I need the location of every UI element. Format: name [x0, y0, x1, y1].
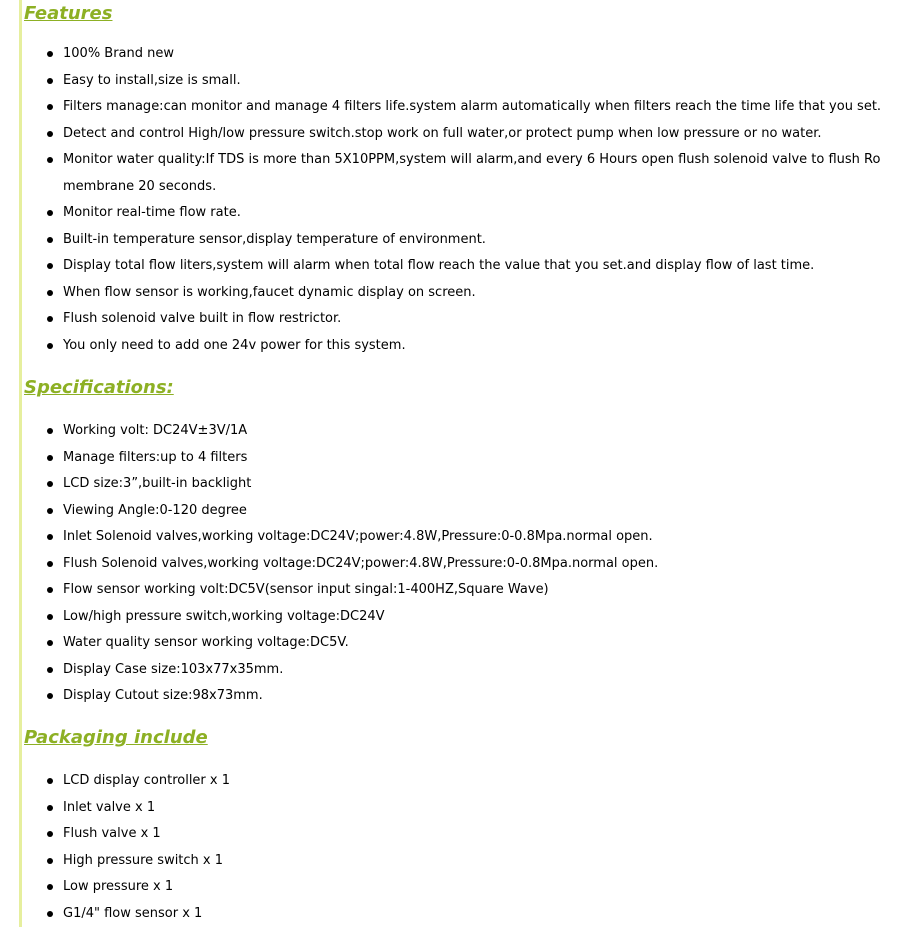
list-item [0, 41, 908, 68]
list-item-text: Filters manage:can monitor and manage 4 filters life.system alarm automatically when filters reach the time life that you set. [63, 99, 882, 114]
bullet-icon [47, 131, 53, 137]
list-item [0, 147, 908, 200]
list-item [0, 524, 908, 551]
list-item-text: Flush solenoid valve built in flow restrictor. [63, 311, 342, 326]
list-item [0, 200, 908, 227]
bullet-icon [47, 614, 53, 620]
list-item-text: Viewing Angle:0-120 degree [63, 502, 247, 518]
list-item [0, 333, 908, 360]
list-item-text: Inlet valve x 1 [63, 799, 156, 815]
list-item-text: When flow sensor is working,faucet dynamic display on screen. [63, 284, 476, 300]
list-item [0, 280, 908, 307]
list-item [0, 68, 908, 95]
list-item [0, 577, 908, 604]
list-item [0, 768, 908, 795]
bullet-icon [47, 157, 53, 163]
list-item [0, 498, 908, 525]
list-item-text: High pressure switch x 1 [63, 852, 224, 868]
list-item-text: Detect and control High/low pressure switch.stop work on full water,or protect pump when low pressure or no water. [63, 125, 822, 141]
bullet-icon [47, 290, 53, 296]
bullet-icon [47, 455, 53, 461]
bullet-icon [47, 534, 53, 540]
bullet-icon [47, 481, 53, 487]
list-item-text: Monitor water quality:If TDS is more than 5X10PPM,system will alarm,and every 6 Hours open flush solenoid valve to flush Ro membrane 20 seconds. [63, 152, 881, 194]
bullet-icon [47, 640, 53, 646]
list-item-text: Display Cutout size:98x73mm. [63, 688, 263, 703]
list-item-text: Easy to install,size is small. [63, 72, 241, 88]
list-item-text: Flush valve x 1 [63, 826, 161, 841]
list-item [0, 253, 908, 280]
list-item [0, 227, 908, 254]
list-item-text: Working volt: DC24V±3V/1A [63, 423, 248, 438]
list-item-text: Built-in temperature sensor,display temperature of environment. [63, 231, 486, 247]
bullet-icon [47, 210, 53, 216]
list-item [0, 683, 908, 710]
list-item-text: Display total flow liters,system will alarm when total flow reach the value that you set.and display flow of last time. [63, 258, 815, 273]
list-item [0, 821, 908, 848]
bullet-icon [47, 831, 53, 837]
list-item-text: Water quality sensor working voltage:DC5V. [63, 635, 349, 650]
list-item [0, 630, 908, 657]
bullet-icon [47, 508, 53, 514]
list-item [0, 901, 908, 927]
bullet-icon [47, 693, 53, 699]
list-item [0, 795, 908, 822]
bullet-icon [47, 51, 53, 57]
packaging-list [0, 768, 908, 927]
bullet-icon [47, 316, 53, 322]
list-item [0, 551, 908, 578]
list-item-text: You only need to add one 24v power for this system. [63, 337, 406, 353]
features-list [0, 41, 908, 359]
list-item-text: Flush Solenoid valves,working voltage:DC24V;power:4.8W,Pressure:0-0.8Mpa.normal open. [63, 555, 659, 571]
bullet-icon [47, 778, 53, 784]
bullet-icon [47, 911, 53, 917]
list-item-text: Flow sensor working volt:DC5V(sensor input singal:1-400HZ,Square Wave) [63, 582, 549, 597]
list-item-text: 100% Brand new [63, 46, 175, 61]
bullet-icon [47, 78, 53, 84]
bullet-icon [47, 263, 53, 269]
bullet-icon [47, 587, 53, 593]
list-item-text: Low/high pressure switch,working voltage:DC24V [63, 608, 385, 624]
bullet-icon [47, 343, 53, 349]
specifications-heading: Specifications: [24, 377, 174, 398]
list-item-text: LCD size:3”,built-in backlight [63, 476, 252, 491]
features-heading: Features [24, 3, 113, 24]
list-item-text: LCD display controller x 1 [63, 773, 231, 788]
list-item [0, 471, 908, 498]
packaging-heading: Packaging include [24, 727, 208, 748]
list-item-text: Low pressure x 1 [63, 879, 174, 894]
bullet-icon [47, 884, 53, 890]
bullet-icon [47, 858, 53, 864]
list-item [0, 604, 908, 631]
list-item-text: Monitor real-time flow rate. [63, 205, 241, 220]
list-item [0, 418, 908, 445]
bullet-icon [47, 561, 53, 567]
list-item-text: G1/4" flow sensor x 1 [63, 905, 203, 921]
list-item [0, 94, 908, 121]
list-item [0, 657, 908, 684]
list-item-text: Manage filters:up to 4 filters [63, 449, 248, 465]
list-item [0, 874, 908, 901]
list-item [0, 121, 908, 148]
bullet-icon [47, 428, 53, 434]
bullet-icon [47, 237, 53, 243]
list-item-text: Inlet Solenoid valves,working voltage:DC24V;power:4.8W,Pressure:0-0.8Mpa.normal open. [63, 529, 653, 544]
list-item [0, 445, 908, 472]
specifications-list [0, 418, 908, 710]
list-item [0, 848, 908, 875]
bullet-icon [47, 667, 53, 673]
bullet-icon [47, 805, 53, 811]
bullet-icon [47, 104, 53, 110]
list-item [0, 306, 908, 333]
list-item-text: Display Case size:103x77x35mm. [63, 661, 284, 677]
